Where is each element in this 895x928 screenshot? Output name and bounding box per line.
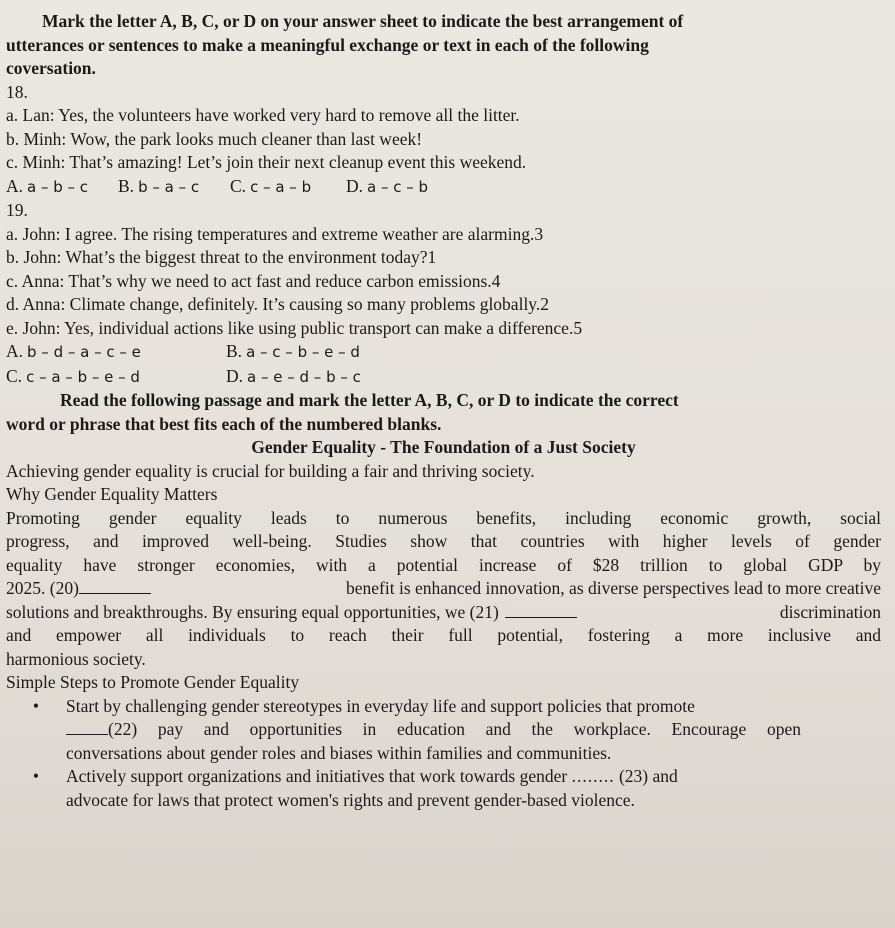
list-item-line: advocate for laws that protect women's rights and prevent gender-based violence. xyxy=(66,789,635,810)
line-text: (23) and xyxy=(618,766,678,786)
list-item-line xyxy=(66,718,801,742)
line-text: Actively support organizations and initiatives that work towards gender xyxy=(66,766,568,786)
answer-options-row-2 xyxy=(6,365,881,390)
option-label: C. xyxy=(6,365,23,386)
option-label: B. xyxy=(226,341,243,361)
utterance-a: a. Lan: Yes, the volunteers have worked very hard to remove all the litter. xyxy=(6,105,520,125)
option-value: a – b – c xyxy=(27,177,89,196)
option-value: b – a – c xyxy=(138,177,200,196)
paragraph-line xyxy=(6,601,881,625)
line-text: discrimination xyxy=(779,601,881,622)
reading-passage xyxy=(6,436,881,812)
option-value: a – c – b – e – d xyxy=(246,343,360,361)
option-label: D. xyxy=(226,365,244,386)
option-a[interactable] xyxy=(6,340,226,365)
option-c[interactable] xyxy=(230,175,346,200)
option-label: D. xyxy=(346,175,364,196)
instructions-arrangement xyxy=(6,10,881,81)
option-value: c – a – b xyxy=(250,177,312,196)
paragraph-line: harmonious society. xyxy=(6,648,146,669)
list-item-line: Start by challenging gender stereotypes in everyday life and support policies that promote xyxy=(66,695,695,716)
passage-intro: Achieving gender equality is crucial for building a fair and thriving society. xyxy=(6,460,535,481)
list-item-text xyxy=(66,695,881,766)
instruction-line-3: coversation. xyxy=(6,58,96,78)
paragraph-line: equality have stronger economies, with a potential increase of $28 trillion to global GDP by xyxy=(6,554,881,575)
option-a[interactable] xyxy=(6,175,118,200)
list-item xyxy=(6,695,881,766)
option-value: c – a – b – e – d xyxy=(26,367,140,386)
bullet-icon: • xyxy=(32,766,40,786)
option-label: B. xyxy=(118,175,135,196)
paragraph-line: progress, and improved well-being. Studies show that countries with higher levels of gender xyxy=(6,531,881,551)
line-text: 2025. (20) xyxy=(6,578,79,598)
bullet-icon: • xyxy=(32,695,40,716)
paragraph-line: Promoting gender equality leads to numerous benefits, including economic growth, social xyxy=(6,507,881,528)
instructions-passage xyxy=(6,389,881,436)
utterance-b: b. John: What’s the biggest threat to the environment today?1 xyxy=(6,247,437,267)
option-value: a – c – b xyxy=(367,177,429,196)
instruction-line-1: Read the following passage and mark the letter A, B, C, or D to indicate the correct xyxy=(60,390,679,410)
section-heading: Simple Steps to Promote Gender Equality xyxy=(6,672,300,692)
blank-23[interactable]: ........ xyxy=(571,766,615,786)
list-item-line: conversations about gender roles and biases within families and communities. xyxy=(66,742,612,763)
blank-21[interactable] xyxy=(505,601,577,618)
line-text: benefit is enhanced innovation, as diverse perspectives lead to more creative xyxy=(346,578,881,598)
question-18 xyxy=(6,81,881,200)
question-number: 19. xyxy=(6,200,28,220)
list-item xyxy=(6,765,881,812)
option-label: A. xyxy=(6,175,24,196)
list-item-line xyxy=(66,765,801,789)
utterance-c: c. Anna: That’s why we need to act fast and reduce carbon emissions.4 xyxy=(6,270,501,291)
paragraph-line xyxy=(6,577,881,601)
question-19 xyxy=(6,199,881,389)
list-item-text xyxy=(66,765,881,812)
option-b[interactable] xyxy=(226,340,360,365)
paragraph xyxy=(6,507,881,672)
line-text: (22) pay and opportunities in education and the workplace. Encourage open xyxy=(108,719,801,739)
option-c[interactable] xyxy=(6,365,226,390)
paragraph-line: and empower all individuals to reach their full potential, fostering a more inclusive and xyxy=(6,625,881,645)
answer-options-row-1 xyxy=(6,340,881,365)
utterance-c: c. Minh: That’s amazing! Let’s join their next cleanup event this weekend. xyxy=(6,152,527,172)
question-number: 18. xyxy=(6,81,28,102)
blank-20[interactable] xyxy=(79,577,151,594)
option-label: C. xyxy=(230,175,247,196)
utterance-d: d. Anna: Climate change, definitely. It’s causing so many problems globally.2 xyxy=(6,294,550,314)
option-b[interactable] xyxy=(118,175,230,200)
section-heading: Why Gender Equality Matters xyxy=(6,484,218,504)
option-value: b – d – a – c – e xyxy=(27,343,141,361)
utterance-a: a. John: I agree. The rising temperatures and extreme weather are alarming.3 xyxy=(6,223,544,244)
instruction-line-2: utterances or sentences to make a meaningful exchange or text in each of the following xyxy=(6,34,649,55)
passage-title: Gender Equality - The Foundation of a Just Society xyxy=(251,437,636,457)
instruction-line-2: word or phrase that best fits each of the numbered blanks. xyxy=(6,413,442,434)
utterance-e: e. John: Yes, individual actions like using public transport can make a difference.5 xyxy=(6,317,583,338)
utterance-b: b. Minh: Wow, the park looks much cleaner than last week! xyxy=(6,128,423,149)
option-d[interactable] xyxy=(346,175,428,200)
option-label: A. xyxy=(6,341,24,361)
line-text: solutions and breakthroughs. By ensuring equal opportunities, we (21) xyxy=(6,601,499,622)
answer-options xyxy=(6,175,881,200)
instruction-line-1: Mark the letter A, B, C, or D on your answer sheet to indicate the best arrangement of xyxy=(42,11,684,31)
option-d[interactable] xyxy=(226,365,361,390)
option-value: a – e – d – b – c xyxy=(247,367,361,386)
blank-22[interactable] xyxy=(66,718,108,735)
